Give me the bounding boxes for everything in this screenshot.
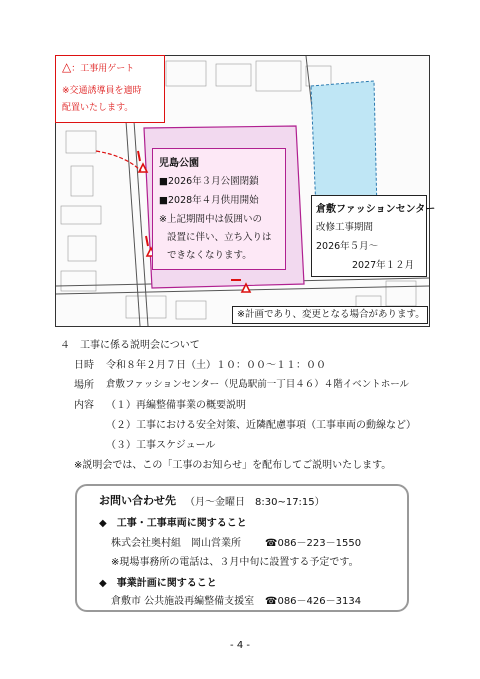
section-heading: ４ 工事に係る説明会について [60, 340, 200, 351]
guard-note-line1: ※交通誘導員を適時 [62, 86, 142, 96]
content-item-1: （１）再編整備事業の概要説明 [106, 400, 246, 411]
guard-note-line2: 配置いたします。 [62, 103, 134, 113]
construction-contact-heading: ◆ 工事・工事車両に関すること [99, 518, 247, 529]
park-info-box [152, 148, 286, 270]
contact-box [75, 484, 409, 612]
renovation-period-label: 改修工事期間 [316, 222, 374, 233]
place-label: 場所 [74, 380, 94, 391]
date-value: 令和８年２月７日（土）１０：００～１１：００ [106, 360, 326, 371]
page-number: - 4 - [230, 640, 250, 651]
place-value: 倉敷ファッションセンター（児島駅前一丁目４６）４階イベントホール [106, 379, 410, 390]
triangle-icon: △ [62, 60, 72, 74]
plan-contact-heading: ◆ 事業計画に関すること [99, 578, 217, 589]
park-title: 児島公園 [159, 158, 199, 169]
site-office-note: ※現場事務所の電話は、３月中旬に設置する予定です。 [111, 557, 359, 568]
park-note-1: ※上記期間中は仮囲いの [159, 214, 262, 225]
content-item-2: （２）工事における安全対策、近隣配慮事項（工事車両の動線など） [106, 420, 416, 431]
phone-construction: ☎086－223－1550 [265, 538, 362, 549]
plan-note: ※計画であり、変更となる場合があります。 [232, 306, 428, 324]
park-close-date: ■2026年３月公園閉鎖 [159, 176, 259, 187]
fashion-center-title: 倉敷ファッションセンター [316, 204, 436, 215]
park-open-date: ■2028年４月供用開始 [159, 195, 259, 206]
renovation-start: 2026年５月～ [316, 241, 379, 252]
park-note-2: 設置に伴い、立ち入りは [167, 232, 272, 243]
renovation-end: 2027年１２月 [352, 260, 415, 271]
company-name: 株式会社奥村組 岡山営業所 [111, 538, 241, 549]
contact-hours: （月～金曜日 8:30~17:15） [185, 497, 325, 508]
content-label: 内容 [74, 400, 94, 411]
city-office-name: 倉敷市 公共施設再編整備支援室 [111, 596, 255, 607]
date-label: 日時 [74, 360, 94, 371]
gate-legend: △：工事用ゲート [62, 60, 135, 74]
content-item-3: （３）工事スケジュール [106, 440, 216, 451]
fashion-center-box [311, 195, 436, 277]
park-note-3: できなくなります。 [167, 250, 252, 261]
map-legend [55, 55, 165, 123]
contact-title: お問い合わせ先 [99, 494, 176, 507]
phone-city: ☎086－426－3134 [265, 596, 362, 607]
briefing-note: ※説明会では、この「工事のお知らせ」を配布してご説明いたします。 [74, 460, 392, 471]
